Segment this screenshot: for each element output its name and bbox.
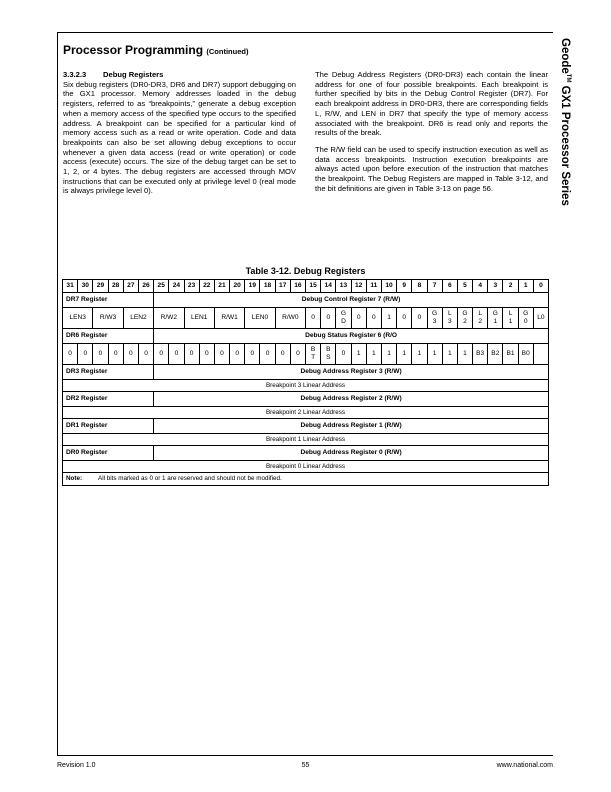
dr7-g2 — [457, 308, 472, 329]
dr6-bit22: 0 — [199, 344, 214, 365]
dr6-bit28: 0 — [108, 344, 123, 365]
dr6-bit24: 0 — [169, 344, 184, 365]
dr6-bs-s: S — [326, 354, 331, 361]
dr2-desc: Debug Address Register 2 (R/W) — [154, 392, 549, 407]
side-tm: TM — [565, 73, 571, 83]
side-series-title — [558, 38, 575, 238]
dr7-bit14: 0 — [321, 308, 336, 329]
dr6-bit5: 1 — [457, 344, 472, 365]
dr3-breakpoint: Breakpoint 3 Linear Address — [63, 380, 549, 392]
dr6-bit27: 0 — [123, 344, 138, 365]
dr6-header-row — [63, 329, 549, 344]
bit-number-15: 15 — [306, 280, 321, 293]
dr7-l2-b: 2 — [478, 318, 482, 325]
bit-number-23: 23 — [184, 280, 199, 293]
note-text: All bits marked as 0 or 1 are reserved and should not be modified. — [98, 475, 282, 482]
dr7-g2-b: 2 — [463, 318, 467, 325]
dr7-rw0: R/W0 — [275, 308, 305, 329]
dr6-bs-b: B — [326, 346, 331, 353]
bit-number-1: 1 — [518, 280, 533, 293]
dr6-bit11: 1 — [366, 344, 381, 365]
table-title: Table 3-12. Debug Registers — [245, 266, 366, 276]
dr2-breakpoint: Breakpoint 2 Linear Address — [63, 407, 549, 419]
bit-number-4: 4 — [473, 280, 488, 293]
bit-number-10: 10 — [381, 280, 396, 293]
bit-number-28: 28 — [108, 280, 123, 293]
dr1-desc: Debug Address Register 1 (R/W) — [154, 419, 549, 434]
dr7-bit12: 0 — [351, 308, 366, 329]
dr7-rw1: R/W1 — [214, 308, 244, 329]
section-heading — [63, 70, 296, 80]
left-column — [63, 70, 296, 203]
right-paragraph-2: The R/W field can be used to specify instruction execution as well as data access breakpoints. Instruction execution breakpoints are always acted upon before execution of the instruction that matches the breakpoint. The Debug Registers are mapped in Table 3-12, and the bit definitions are given in Table 3-13 on page 56. — [315, 144, 548, 193]
dr7-g0-b: 0 — [523, 318, 528, 325]
dr7-g1 — [488, 308, 503, 329]
dr7-l3-a: L — [447, 310, 452, 317]
dr0-header-row — [63, 446, 549, 461]
dr7-l3-b: 3 — [447, 318, 452, 325]
bit-number-21: 21 — [214, 280, 229, 293]
dr7-rw3: R/W3 — [93, 308, 123, 329]
bit-number-29: 29 — [93, 280, 108, 293]
dr7-fields-row — [63, 308, 549, 329]
dr7-bit11: 0 — [366, 308, 381, 329]
dr6-name: DR6 Register — [63, 329, 154, 344]
page-title-main: Processor Programming — [63, 43, 204, 57]
bit-number-12: 12 — [351, 280, 366, 293]
footer-page-number: 55 — [301, 762, 310, 769]
dr7-g3-b: 3 — [432, 318, 437, 325]
section-number: 3.3.2.3 — [63, 70, 87, 79]
bit-number-5: 5 — [457, 280, 472, 293]
dr6-bit13: 0 — [336, 344, 351, 365]
footer-revision: Revision 1.0 — [57, 762, 96, 769]
note-label: Note: — [66, 475, 83, 482]
footer-url[interactable]: www.national.com — [496, 762, 553, 769]
bit-number-18: 18 — [260, 280, 275, 293]
dr6-b2: B1 — [503, 344, 518, 365]
bit-number-22: 22 — [199, 280, 214, 293]
dr7-len3: LEN3 — [63, 308, 93, 329]
bit-number-25: 25 — [154, 280, 169, 293]
dr7-g0-a: G — [523, 310, 529, 317]
dr7-l0: L0 — [533, 308, 548, 329]
dr6-bit7: 1 — [427, 344, 442, 365]
left-paragraph: Six debug registers (DR0-DR3, DR6 and DR7) support debugging on the GX1 processor. Memory addresses loaded in the debug registers, referred to as “breakpoints,” generate a debug exception when a memory access of the specified type occurs to the specified address. A breakpoint can be specified for a particular kind of memory access such as a read or write operation. Code and data breakpoints can also be set allowing debug exceptions to occur whenever a given data access (read or write operation) or code access (execute) occurs. The size of the debug target can be set to 1, 2, or 4 bytes. The debug registers are accessed through MOV instructions that can be executed only at privilege level 0 (real mode is always privilege level 0). — [63, 79, 296, 196]
dr7-gd — [336, 308, 351, 329]
dr7-len0: LEN0 — [245, 308, 275, 329]
dr6-bt-t: T — [311, 354, 316, 361]
dr7-desc: Debug Control Register 7 (R/W) — [154, 293, 549, 308]
dr6-bit16: 0 — [290, 344, 305, 365]
bit-number-17: 17 — [275, 280, 290, 293]
dr6-bt — [306, 344, 321, 365]
dr6-bit17: 0 — [275, 344, 290, 365]
dr7-rw2: R/W2 — [154, 308, 184, 329]
bit-number-24: 24 — [169, 280, 184, 293]
note-row — [63, 473, 549, 486]
bit-number-14: 14 — [321, 280, 336, 293]
left-rule — [57, 32, 58, 755]
side-series: GX1 Processor Series — [559, 82, 572, 206]
bit-number-3: 3 — [488, 280, 503, 293]
dr6-b0 — [533, 344, 548, 365]
dr7-len2: LEN2 — [123, 308, 153, 329]
dr6-b1: B0 — [518, 344, 533, 365]
dr6-bit30: 0 — [78, 344, 93, 365]
dr7-bit8: 0 — [412, 308, 427, 329]
dr3-header-row — [63, 365, 549, 380]
dr7-header-row — [63, 293, 549, 308]
dr7-l2 — [473, 308, 488, 329]
dr6-bit19: 0 — [245, 344, 260, 365]
dr6-b3: B2 — [488, 344, 503, 365]
bit-number-27: 27 — [123, 280, 138, 293]
dr2-bp-row — [63, 407, 549, 419]
top-rule — [57, 32, 553, 33]
dr3-name: DR3 Register — [63, 365, 154, 380]
dr7-g0 — [518, 308, 533, 329]
dr6-bit23: 0 — [184, 344, 199, 365]
dr3-desc: Debug Address Register 3 (R/W) — [154, 365, 549, 380]
dr7-gd-d: D — [341, 318, 346, 325]
dr6-bit26: 0 — [138, 344, 153, 365]
bit-number-0: 0 — [533, 280, 548, 293]
dr7-l1-b: 1 — [508, 318, 513, 325]
dr2-header-row — [63, 392, 549, 407]
dr6-bit18: 0 — [260, 344, 275, 365]
bit-number-26: 26 — [138, 280, 153, 293]
dr7-bit10: 1 — [381, 308, 396, 329]
dr7-l1 — [503, 308, 518, 329]
dr1-bp-row — [63, 434, 549, 446]
dr3-bp-row — [63, 380, 549, 392]
bit-number-9: 9 — [397, 280, 412, 293]
dr6-bit29: 0 — [93, 344, 108, 365]
dr6-bit8: 1 — [412, 344, 427, 365]
dr6-fields-row — [63, 344, 549, 365]
dr6-bit20: 0 — [230, 344, 245, 365]
bit-number-11: 11 — [366, 280, 381, 293]
dr7-len1: LEN1 — [184, 308, 214, 329]
dr1-header-row — [63, 419, 549, 434]
dr6-bit10: 1 — [381, 344, 396, 365]
dr6-bit6: 1 — [442, 344, 457, 365]
dr1-breakpoint: Breakpoint 1 Linear Address — [63, 434, 549, 446]
side-product: Geode — [559, 38, 572, 74]
dr7-l3 — [442, 308, 457, 329]
dr0-name: DR0 Register — [63, 446, 154, 461]
bit-number-8: 8 — [412, 280, 427, 293]
dr7-g1-a: G — [492, 310, 498, 317]
dr6-bit21: 0 — [214, 344, 229, 365]
right-paragraph-1: The Debug Address Registers (DR0-DR3) each contain the linear address for one of four possible breakpoints. Each breakpoint is further specified by bits in the Debug Control Register (DR7). For each breakpoint address in DR0-DR3, there are corresponding fields L, R/W, and LEN in DR7 that specify the type of memory access associated with the breakpoint. DR6 is read only and reports the results of the break. — [315, 70, 548, 138]
right-column — [315, 70, 548, 200]
dr7-l2-a: L — [478, 310, 482, 317]
dr7-bit9: 0 — [397, 308, 412, 329]
dr7-l1-a: L — [508, 310, 513, 317]
bit-number-6: 6 — [442, 280, 457, 293]
dr7-gd-g: G — [340, 310, 347, 317]
dr6-bit31: 0 — [63, 344, 78, 365]
page-title-suffix: (Continued) — [206, 47, 249, 56]
page-title — [63, 43, 248, 57]
dr7-g1-b: 1 — [493, 318, 498, 325]
dr0-bp-row — [63, 461, 549, 473]
dr7-g2-a: G — [462, 310, 468, 317]
dr1-name: DR1 Register — [63, 419, 154, 434]
debug-registers-table — [62, 279, 549, 486]
dr6-bit4: B3 — [473, 344, 488, 365]
dr6-bit9: 1 — [397, 344, 412, 365]
section-title: Debug Registers — [103, 70, 164, 79]
bit-number-31: 31 — [63, 280, 78, 293]
dr6-bs — [321, 344, 336, 365]
bit-number-19: 19 — [245, 280, 260, 293]
dr6-bt-b: B — [310, 346, 316, 353]
dr2-name: DR2 Register — [63, 392, 154, 407]
bit-number-row — [63, 280, 549, 293]
bit-number-7: 7 — [427, 280, 442, 293]
table-note — [63, 473, 549, 486]
dr6-bit12: 1 — [351, 344, 366, 365]
dr7-bit15: 0 — [306, 308, 321, 329]
dr7-g3-a: G — [432, 310, 438, 317]
bit-number-2: 2 — [503, 280, 518, 293]
dr6-desc: Debug Status Register 6 (R/O — [154, 329, 549, 344]
bit-number-30: 30 — [78, 280, 93, 293]
dr7-name: DR7 Register — [63, 293, 154, 308]
bottom-rule — [57, 755, 553, 756]
dr0-breakpoint: Breakpoint 0 Linear Address — [63, 461, 549, 473]
bit-number-16: 16 — [290, 280, 305, 293]
bit-number-13: 13 — [336, 280, 351, 293]
dr0-desc: Debug Address Register 0 (R/W) — [154, 446, 549, 461]
bit-number-20: 20 — [230, 280, 245, 293]
dr6-bit25: 0 — [154, 344, 169, 365]
dr7-g3 — [427, 308, 442, 329]
